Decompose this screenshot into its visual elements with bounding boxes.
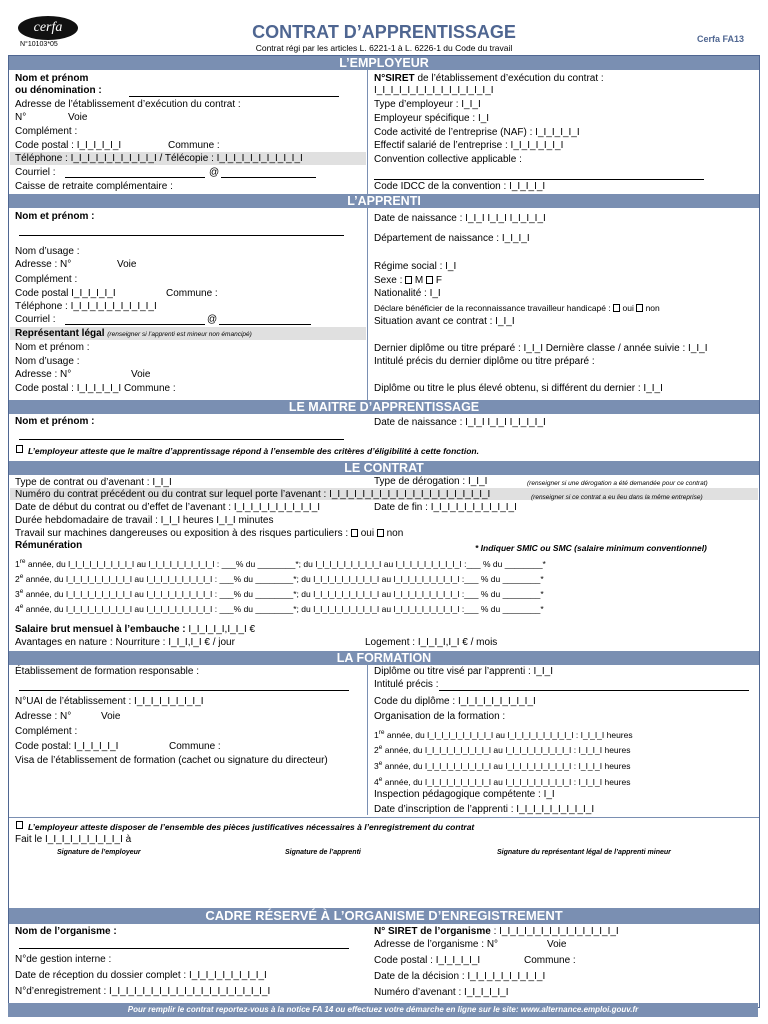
benefits-housing-field[interactable]: Logement : I_I_I_I,I_I € / mois (365, 637, 498, 648)
mentor-attest-text: L’employeur atteste que le maître d’apprentissage répond à l’ensemble des critères d’éligibilité à cette fonction. (28, 446, 479, 456)
apprentice-birthdate-field[interactable]: Date de naissance : I_I_I I_I_I I_I_I_I_I (374, 213, 546, 224)
training-school-label: Établissement de formation responsable : (15, 666, 199, 677)
employer-commune-label: Commune : (168, 140, 220, 151)
organisation-postcode-field[interactable]: Code postal : I_I_I_I_I_I (374, 955, 481, 966)
employer-naf-field[interactable]: Code activité de l’entreprise (NAF) : I_I_I_I_I_I (374, 127, 580, 138)
apprentice-birth-department-field[interactable]: Département de naissance : I_I_I_I (374, 233, 530, 244)
employer-name-field[interactable] (129, 96, 339, 97)
apprentice-email-label: Courriel : (15, 314, 56, 325)
legal-rep-usage-label: Nom d’usage : (15, 356, 80, 367)
apprentice-commune-label: Commune : (166, 288, 218, 299)
employer-address-label: Adresse de l’établissement d’exécution du contrat : (15, 99, 241, 110)
school-commune-label: Commune : (169, 741, 221, 752)
apprentice-diploma-title-label: Intitulé précis du dernier diplôme ou titre préparé : (374, 356, 595, 367)
page-title: CONTRAT D’APPRENTISSAGE (252, 22, 516, 42)
gross-salary-field[interactable]: Salaire brut mensuel à l’embauche : I_I_I_I_I,I_I_I € (15, 624, 256, 635)
decision-date-field[interactable]: Date de la décision : I_I_I_I_I_I_I_I_I_I (374, 971, 546, 982)
organisation-name-label: Nom de l’organisme : (15, 926, 117, 937)
employer-name-label: Nom et prénom (15, 73, 89, 84)
page-subtitle: Contrat régi par les articles L. 6221-1 à L. 6226-1 du Code du travail (255, 43, 513, 53)
employer-convention-label: Convention collective applicable : (374, 154, 522, 165)
derogation-note: (renseigner si une dérogation a été demandée pour ce contrat) (527, 480, 708, 487)
apprentice-social-regime-field[interactable]: Régime social : I_I (374, 261, 457, 272)
employer-phone-field[interactable]: Téléphone : I_I_I_I_I_I_I_I_I_I_I / Télécopie : I_I_I_I_I_I_I_I_I_I_I (15, 153, 303, 164)
employer-type-field[interactable]: Type d’employeur : I_I_I (374, 99, 481, 110)
training-year-row[interactable]: 1re année, du I_I_I_I_I_I_I_I_I_I au I_I_I_I_I_I_I_I_I_I : I_I_I_I heures (374, 729, 633, 740)
previous-contract-field[interactable]: Numéro du contrat précédent ou du contrat sur lequel porte l’avenant : I_I_I_I_I_I_I_I_I_I_I_I_I_I_I_I_I_I_I_I (15, 489, 491, 500)
contract-end-date-field[interactable]: Date de fin : I_I_I_I_I_I_I_I_I_I_I (374, 502, 517, 513)
section-maitre: LE MAITRE D’APPRENTISSAGE (9, 400, 759, 414)
machines-oui-checkbox[interactable] (351, 529, 358, 537)
form-frame (8, 55, 760, 1008)
training-year-row[interactable]: 3e année, du I_I_I_I_I_I_I_I_I_I au I_I_I_I_I_I_I_I_I_I : I_I_I_I heures (374, 760, 631, 771)
employer-specific-field[interactable]: Employeur spécifique : I_I (374, 113, 490, 124)
dangerous-machines-row: Travail sur machines dangereuses ou exposition à des risques particuliers : oui non (15, 528, 404, 539)
apprentice-sex-label: Sexe : M F (374, 275, 442, 286)
section-cadre: CADRE RÉSERVÉ À L’ORGANISME D’ENREGISTREMENT (9, 908, 759, 924)
school-complement-label: Complément : (15, 726, 78, 737)
organisation-siret-field[interactable]: N° SIRET de l’organisme : I_I_I_I_I_I_I_I_I_I_I_I_I_I_I (374, 926, 619, 937)
employer-idcc-field[interactable]: Code IDCC de la convention : I_I_I_I_I (374, 181, 546, 192)
weekly-hours-field[interactable]: Durée hebdomadaire de travail : I_I_I heures I_I_I minutes (15, 515, 274, 526)
column-divider (367, 665, 368, 815)
training-school-field[interactable] (19, 690, 349, 691)
mentor-attest-checkbox[interactable] (16, 445, 23, 453)
documents-attest-checkbox[interactable] (16, 821, 23, 829)
benefits-food-field[interactable]: Avantages en nature : Nourriture : I_I_I,I_I € / jour (15, 637, 235, 648)
apprentice-highest-diploma-field[interactable]: Diplôme ou titre le plus élevé obtenu, si différent du dernier : I_I_I (374, 383, 663, 394)
reception-date-field[interactable]: Date de réception du dossier complet : I_I_I_I_I_I_I_I_I_I (15, 970, 267, 981)
training-year-row[interactable]: 4e année, du I_I_I_I_I_I_I_I_I_I au I_I_I_I_I_I_I_I_I_I : I_I_I_I heures (374, 776, 631, 787)
contract-type-field[interactable]: Type de contrat ou d’avenant : I_I_I (15, 477, 172, 488)
school-visa-label: Visa de l’établissement de formation (cachet ou signature du directeur) (15, 755, 328, 766)
previous-contract-note: (renseigner si ce contrat a eu lieu dans la même entreprise) (531, 494, 703, 501)
apprentice-handicap-row: Déclare bénéficier de la reconnaissance travailleur handicapé : oui non (374, 303, 660, 313)
legal-rep-heading: Représentant légal (renseigner si l’apprenti est mineur non émancipé) (15, 328, 252, 339)
apprentice-usage-name-label: Nom d’usage : (15, 246, 80, 257)
mentor-name-field[interactable] (19, 439, 344, 440)
sex-f-checkbox[interactable] (426, 276, 433, 284)
remuneration-row[interactable]: 2e année, du I_I_I_I_I_I_I_I_I_I au I_I_I_I_I_I_I_I_I_I : ___% du ________*; du I_I_I_I_I_I_I_I_I_I au I_I_I_I_I_I_I_I_I_I :___ % du ________* (15, 573, 544, 584)
employer-email-label: Courriel : (15, 167, 56, 178)
contract-start-date-field[interactable]: Date de début du contrat ou d’effet de l’avenant : I_I_I_I_I_I_I_I_I_I_I (15, 502, 321, 513)
derogation-type-field[interactable]: Type de dérogation : I_I_I (374, 476, 488, 487)
apprentice-last-diploma-field[interactable]: Dernier diplôme ou titre préparé : I_I_I Dernière classe / année suivie : I_I_I (374, 343, 708, 354)
legal-rep-address-label: Adresse : N° (15, 369, 72, 380)
organisation-name-field[interactable] (19, 948, 349, 949)
employer-email-at: @ (209, 167, 220, 178)
employer-convention-field[interactable] (374, 179, 704, 180)
employer-siret-field[interactable]: I_I_I_I_I_I_I_I_I_I_I_I_I_I_I (374, 85, 494, 96)
training-year-row[interactable]: 2e année, du I_I_I_I_I_I_I_I_I_I au I_I_I_I_I_I_I_I_I_I : I_I_I_I heures (374, 744, 631, 755)
section-apprenti: L’APPRENTI (9, 194, 759, 208)
registration-number-field[interactable]: N°d’enregistrement : I_I_I_I_I_I_I_I_I_I_I_I_I_I_I_I_I_I_I_I (15, 986, 271, 997)
footer-notice: Pour remplir le contrat reportez-vous à la notice FA 14 ou effectuez votre démarche en ligne sur le site: www.alternance.emploi.gouv.fr (8, 1003, 758, 1017)
remuneration-label: Rémunération (15, 540, 83, 551)
mentor-birthdate-field[interactable]: Date de naissance : I_I_I I_I_I I_I_I_I_I (374, 417, 546, 428)
cerfa-form (8, 12, 760, 1014)
section-formation: LA FORMATION (9, 651, 759, 665)
employer-complement-label: Complément : (15, 126, 78, 137)
organisation-street-label: Voie (547, 939, 567, 950)
diploma-title-field[interactable] (439, 690, 749, 691)
diploma-code-field[interactable]: Code du diplôme : I_I_I_I_I_I_I_I_I_I (374, 696, 536, 707)
smic-note: * Indiquer SMIC ou SMC (salaire minimum conventionnel) (475, 543, 707, 553)
registration-date-field[interactable]: Date d’inscription de l’apprenti : I_I_I_I_I_I_I_I_I_I (374, 804, 595, 815)
employer-siret-label: N°SIRET de l’établissement d’exécution du contrat : (374, 73, 604, 84)
documents-attest-text: L’employeur atteste disposer de l’ensemble des pièces justificatives nécessaires à l’enregistrement du contrat (28, 822, 475, 832)
employer-postcode-field[interactable]: Code postal : I_I_I_I_I_I (15, 140, 122, 151)
apprentice-name-label: Nom et prénom : (15, 211, 95, 222)
form-code: Cerfa FA13 (696, 34, 744, 44)
training-organisation-label: Organisation de la formation : (374, 711, 506, 722)
section-divider (9, 817, 759, 818)
section-employeur: L’EMPLOYEUR (9, 56, 759, 70)
organisation-commune-label: Commune : (524, 955, 576, 966)
apprentice-phone-field[interactable]: Téléphone : I_I_I_I_I_I_I_I_I_I_I (15, 301, 157, 312)
employer-email-user-field[interactable] (65, 177, 205, 178)
employer-signature-label: Signature de l’employeur (57, 849, 141, 856)
apprentice-complement-label: Complément : (15, 274, 78, 285)
apprentice-address-label: Adresse : N° (15, 259, 72, 270)
apprentice-email-user-field[interactable] (65, 324, 205, 325)
machines-non-checkbox[interactable] (377, 529, 384, 537)
inspection-field[interactable]: Inspection pédagogique compétente : I_I (374, 789, 555, 800)
remuneration-row[interactable]: 3e année, du I_I_I_I_I_I_I_I_I_I au I_I_I_I_I_I_I_I_I_I : ___% du ________*; du I_I_I_I_I_I_I_I_I_I au I_I_I_I_I_I_I_I_I_I :___ % du ________* (15, 588, 544, 599)
handicap-non-checkbox[interactable] (636, 304, 643, 312)
employer-email-domain-field[interactable] (221, 177, 316, 178)
internal-number-label: N°de gestion interne : (15, 954, 112, 965)
employer-pension-label: Caisse de retraite complémentaire : (15, 181, 173, 192)
school-address-label: Adresse : N° (15, 711, 72, 722)
legal-rep-postcode-field[interactable]: Code postal : I_I_I_I_I_I Commune : (15, 383, 176, 394)
column-divider (367, 70, 368, 207)
remuneration-row[interactable]: 4e année, du I_I_I_I_I_I_I_I_I_I au I_I_I_I_I_I_I_I_I_I : ___% du ________*; du I_I_I_I_I_I_I_I_I_I au I_I_I_I_I_I_I_I_I_I :___ % du ________* (15, 603, 544, 614)
apprentice-name-field[interactable] (19, 235, 344, 236)
employer-number-label: N° (15, 112, 27, 123)
legal-rep-street-label: Voie (131, 369, 151, 380)
sex-m-checkbox[interactable] (405, 276, 412, 284)
legal-rep-name-label: Nom et prénom : (15, 342, 90, 353)
diploma-title-label: Intitulé précis : (374, 679, 439, 690)
school-uai-field[interactable]: N°UAI de l’établissement : I_I_I_I_I_I_I_I_I (15, 696, 204, 707)
cerfa-logo: cerfa (18, 16, 78, 40)
mentor-name-label: Nom et prénom : (15, 416, 95, 427)
apprentice-email-at: @ (207, 314, 218, 325)
signature-place-date-field[interactable]: Fait le I_I_I_I_I_I_I_I_I_I à (15, 834, 132, 845)
target-diploma-field[interactable]: Diplôme ou titre visé par l’apprenti : I_I_I (374, 666, 553, 677)
apprentice-postcode-field[interactable]: Code postal I_I_I_I_I_I (15, 288, 116, 299)
school-postcode-field[interactable]: Code postal: I_I_I_I_I_I (15, 741, 119, 752)
apprentice-situation-field[interactable]: Situation avant ce contrat : I_I_I (374, 316, 515, 327)
legal-rep-signature-label: Signature du représentant légal de l’apprenti mineur (497, 849, 671, 856)
apprentice-nationality-field[interactable]: Nationalité : I_I (374, 288, 441, 299)
amendment-number-field[interactable]: Numéro d’avenant : I_I_I_I_I_I (374, 987, 509, 998)
employer-denomination-label: ou dénomination : (15, 85, 102, 96)
employer-headcount-field[interactable]: Effectif salarié de l’entreprise : I_I_I_I_I_I_I (374, 140, 564, 151)
cerfa-number: N°10103*05 (20, 41, 58, 48)
apprentice-signature-label: Signature de l’apprenti (285, 849, 361, 856)
school-street-label: Voie (101, 711, 121, 722)
section-contrat: LE CONTRAT (9, 461, 759, 475)
remuneration-row[interactable]: 1re année, du I_I_I_I_I_I_I_I_I_I au I_I_I_I_I_I_I_I_I_I : ___% du ________*; du I_I_I_I_I_I_I_I_I_I au I_I_I_I_I_I_I_I_I_I :___ % du ________* (15, 558, 546, 569)
organisation-address-label: Adresse de l’organisme : N° (374, 939, 499, 950)
handicap-oui-checkbox[interactable] (613, 304, 620, 312)
employer-street-label: Voie (68, 112, 88, 123)
column-divider (367, 208, 368, 404)
apprentice-email-domain-field[interactable] (219, 324, 311, 325)
apprentice-street-label: Voie (117, 259, 137, 270)
